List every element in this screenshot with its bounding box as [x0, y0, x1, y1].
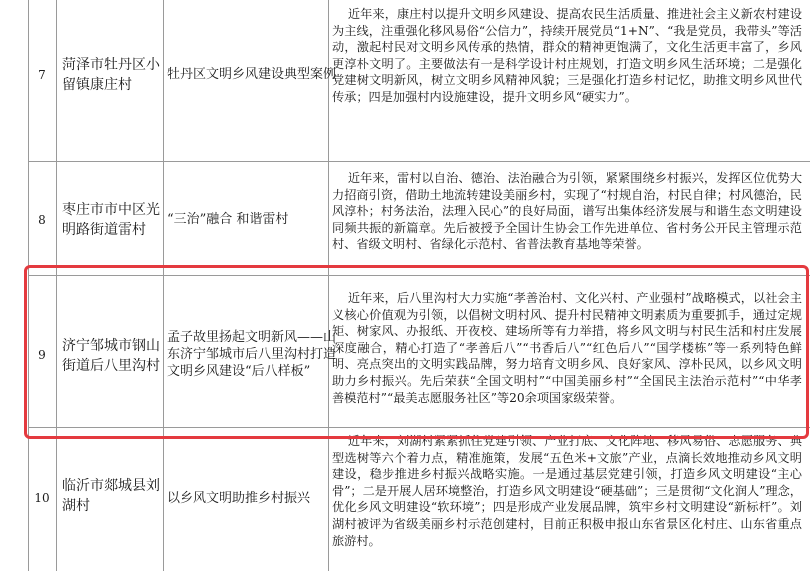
row-title: 以乡风文明助推乡村振兴 [167, 491, 311, 506]
row-number: 8 [38, 213, 46, 227]
row-description: 近年来，后八里沟村大力实施“孝善治村、文化兴村、产业强村”战略模式，以社会主义核心价值观为引领，以倡树文明村风、提升村民精神文明素质为重要抓手，通过定规矩、树家风、办报纸、开夜校、建场所等有力举措，将乡风文明与村民生活和村庄发展深度融合，精心打造了“孝善后八”“书香后八”“红色后八”“国学楼栋”等一系列特色鲜明、亮点突出的文明实践品牌，努力培育文明乡风、良好家风、淳朴民风，以乡风文明助力乡村振兴。先后荣获“全国文明村”“中国美丽乡村”“全国民主法治示范村”“中华孝善模范村”“最美志愿服务社区”等20余项国家级荣誉。 [332, 291, 802, 405]
row-description: 近年来，康庄村以提升文明乡风建设、提高农民生活质量、推进社会主义新农村建设为主线，注重强化移风易俗“公信力”，持续开展党员“1+N”、“我是党员，我带头”等活动，激起村民对文明乡风传承的热情，群众的精神更饱满了，文化生活更丰富了，乡风更淳朴文明了。主要做法有一是科学设计村庄规划，打造文明乡风生活环境；二是强化党建树文明新风，树立文明乡风精神风貌；三是强化打造乡村记忆，助推文明乡风世代传承；四是加强村内设施建设，提升文明乡风“硬实力”。 [332, 7, 803, 104]
row-number: 7 [38, 68, 46, 82]
row-number: 9 [38, 348, 46, 362]
row-place: 枣庄市市中区光明路街道雷村 [62, 202, 160, 238]
row-number: 10 [34, 491, 50, 505]
row-description: 近年来，雷村以自治、德治、法治融合为引领，紧紧围绕乡村振兴，发挥区位优势大力招商引资，借助土地流转建设美丽乡村，实现了“村规自治，村民自律；村风德治，民风淳朴；村务法治，法理入民心”的良好局面，谱写出集体经济发展与和谐生态文明建设同频共振的新篇章。先后被授予全国计生协会工作先进单位、省村务公开民主管理示范村、省级文明村、省绿化示范村、省普法教育基地等荣誉。 [332, 171, 803, 252]
row-place: 菏泽市牡丹区小留镇康庄村 [62, 57, 160, 93]
row-title: 孟子故里扬起文明新风——山东济宁邹城市后八里沟村打造文明乡风建设“后八样板” [167, 330, 337, 379]
row-divider [28, 161, 810, 162]
row-description: 近年来，刘湖村紧紧抓住党建引领、产业打底、文化阵地、移风易俗、志愿服务、典型选树等六个着力点，精准施策，发展“五色米+文旅”产业，点滴长效地推动乡风文明建设，稳步推进乡村振兴战略实施。一是通过基层党建引领，打造乡风文明建设“主心骨”；二是开展人居环境整治，打造乡风文明建设“硬基础”；三是贯彻“文化润人”理念，优化乡风文明建设“软环境”；四是形成产业发展品牌，筑牢乡村文明建设“新标杆”。刘湖村被评为省级美丽乡村示范创建村，目前正积极申报山东省景区化村庄、山东省重点旅游村。 [332, 434, 803, 548]
row-place: 济宁邹城市钢山街道后八里沟村 [62, 338, 160, 374]
row-place: 临沂市郯城县刘湖村 [62, 478, 160, 514]
row-title: “三治”融合 和谐雷村 [167, 212, 289, 227]
highlight-box [24, 265, 809, 439]
row-title: 牡丹区文明乡风建设典型案例 [167, 67, 337, 82]
